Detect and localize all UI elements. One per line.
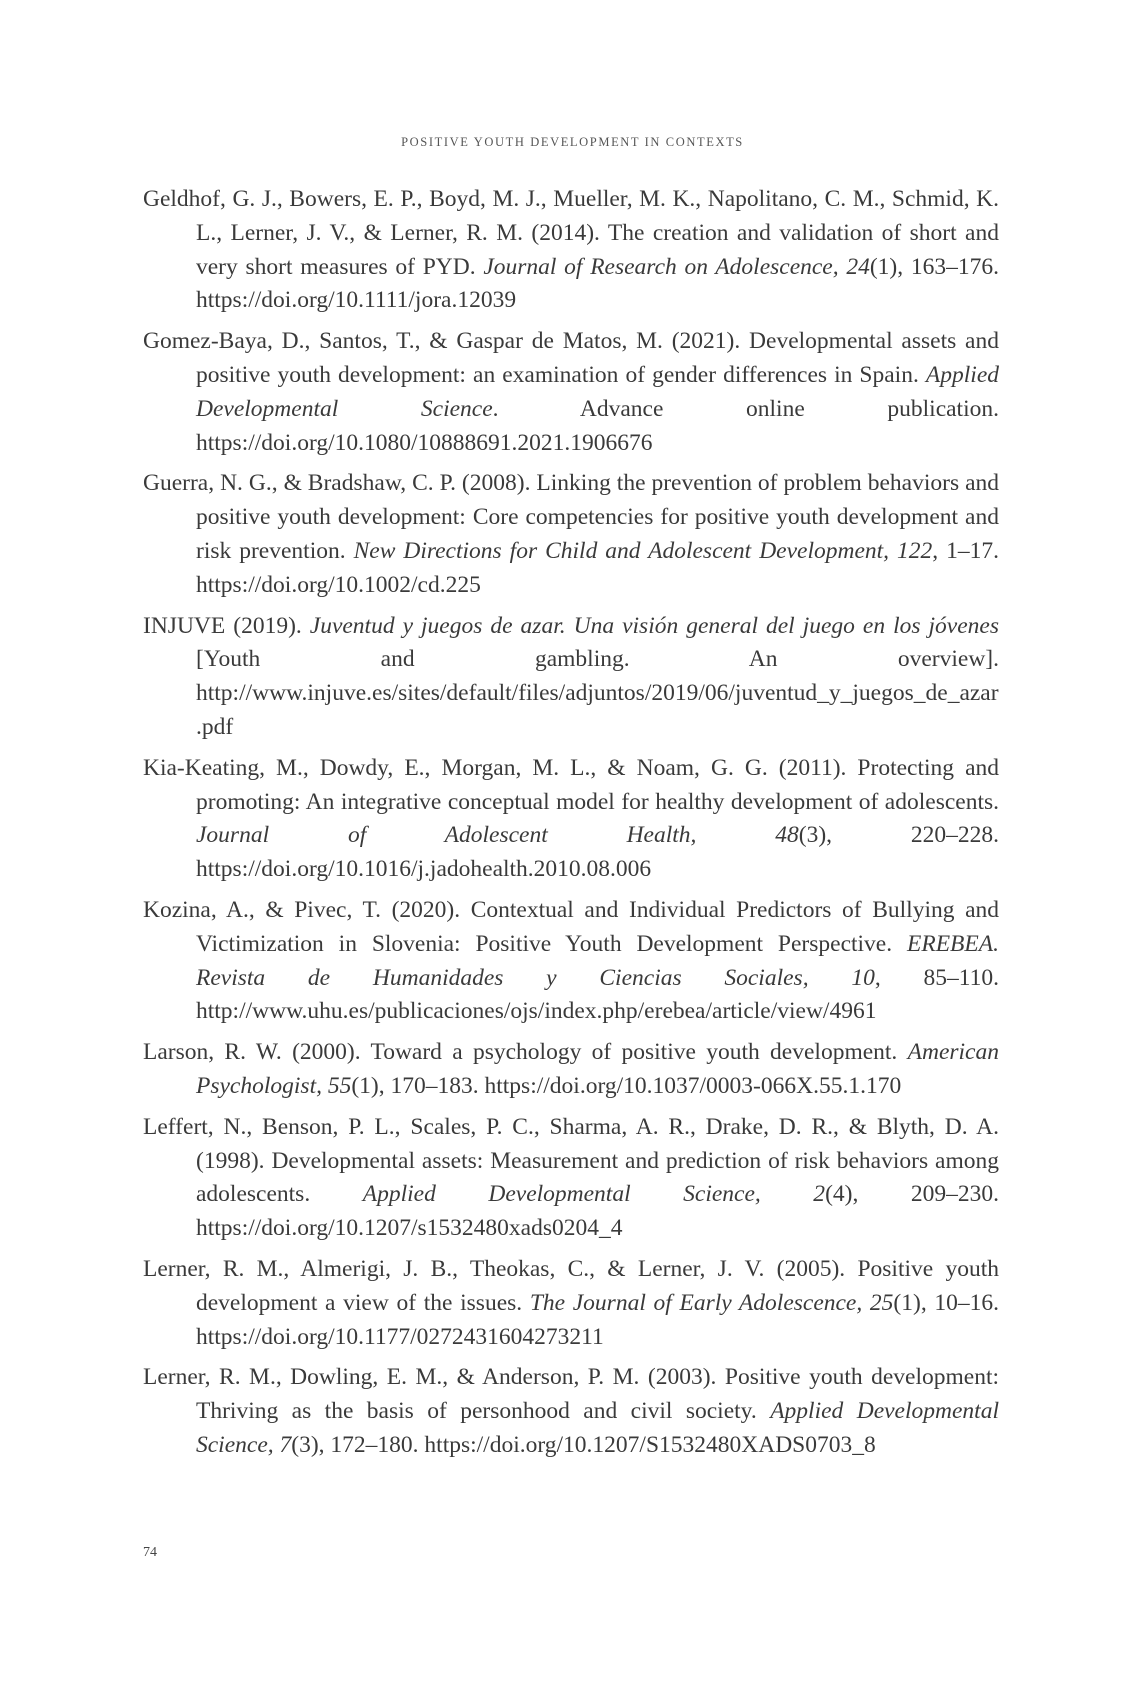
reference-source: New Directions for Child and Adolescent Development, 122 bbox=[353, 537, 933, 564]
reference-details: (1), 10–16. https://doi.org/10.1177/0272431604273211 bbox=[196, 1289, 999, 1350]
reference-entry bbox=[143, 325, 999, 460]
reference-details: (1), 170–183. https://doi.org/10.1037/0003-066X.55.1.170 bbox=[351, 1072, 902, 1099]
reference-source: EREBEA. Revista de Humanidades y Ciencias Sociales, 10 bbox=[196, 930, 999, 991]
reference-list bbox=[143, 183, 999, 1470]
reference-text: Gomez-Baya, D., Santos, T., & Gaspar de Matos, M. (2021). Developmental assets and positive youth development: an examination of gender differences in Spain. bbox=[143, 328, 999, 388]
reference-text: Lerner, R. M., Dowling, E. M., & Anderson, P. M. (2003). Positive youth development: Thriving as the basis of personhood and civil society. bbox=[143, 1364, 999, 1425]
reference-text: Geldhof, G. J., Bowers, E. P., Boyd, M. J., Mueller, M. K., Napolitano, C. M., Schmid, K. L., Lerner, J. V., & Lerner, R. M. (2014). The creation and validation of short and very short measures of PYD. bbox=[143, 186, 999, 280]
reference-entry bbox=[143, 1253, 999, 1354]
reference-text: Kozina, A., & Pivec, T. (2020). Contextual and Individual Predictors of Bullying and Victimization in Slovenia: Positive Youth Development Perspective. bbox=[143, 896, 999, 957]
reference-details: (3), 172–180. https://doi.org/10.1207/S1532480XADS0703_8 bbox=[291, 1431, 876, 1458]
running-head: POSITIVE YOUTH DEVELOPMENT IN CONTEXTS bbox=[401, 135, 744, 149]
reference-entry bbox=[143, 894, 999, 1029]
reference-source: Journal of Research on Adolescence, 24 bbox=[483, 253, 870, 280]
reference-details: (4), 209–230. https://doi.org/10.1207/s1532480xads0204_4 bbox=[196, 1181, 999, 1242]
reference-text: Leffert, N., Benson, P. L., Scales, P. C., Sharma, A. R., Drake, D. R., & Blyth, D. A. (1998). Developmental assets: Measurement and prediction of risk behaviors among adolescents. bbox=[143, 1113, 999, 1208]
reference-details: , 85–110. http://www.uhu.es/publicaciones/ojs/index.php/erebea/article/view/4961 bbox=[196, 964, 999, 1025]
reference-details: , 1–17. https://doi.org/10.1002/cd.225 bbox=[196, 537, 1000, 598]
reference-entry bbox=[143, 1361, 999, 1462]
reference-source: The Journal of Early Adolescence, 25 bbox=[529, 1289, 894, 1316]
reference-text: Lerner, R. M., Almerigi, J. B., Theokas, C., & Lerner, J. V. (2005). Positive youth development a view of the issues. bbox=[143, 1255, 999, 1316]
reference-entry bbox=[143, 467, 999, 602]
reference-source: Applied Developmental Science, 2 bbox=[362, 1181, 826, 1208]
reference-entry bbox=[143, 1036, 999, 1104]
reference-source: Journal of Adolescent Health, 48 bbox=[196, 822, 799, 849]
reference-source: Applied Developmental Science, 7 bbox=[196, 1398, 999, 1458]
reference-source: American Psychologist, 55 bbox=[196, 1039, 999, 1099]
reference-entry bbox=[143, 610, 999, 745]
reference-text: INJUVE (2019). bbox=[143, 612, 310, 639]
reference-details: (3), 220–228. https://doi.org/10.1016/j.jadohealth.2010.08.006 bbox=[196, 822, 999, 883]
reference-source: Juventud y juegos de azar. Una visión general del juego en los jóvenes bbox=[309, 612, 999, 639]
reference-details: . Advance online publication. https://doi.org/10.1080/10888691.2021.1906676 bbox=[196, 395, 999, 456]
reference-text: Kia-Keating, M., Dowdy, E., Morgan, M. L., & Noam, G. G. (2011). Protecting and promoting: An integrative conceptual model for healthy development of adolescents. bbox=[143, 754, 999, 815]
reference-text: Larson, R. W. (2000). Toward a psychology of positive youth development. bbox=[143, 1039, 908, 1066]
page-number: 74 bbox=[143, 1545, 157, 1560]
reference-details: [Youth and gambling. An overview]. http://www.injuve.es/sites/default/files/adjuntos/2019/06/juventud_y_juegos_de_azar.pdf bbox=[196, 646, 999, 740]
reference-entry bbox=[143, 1111, 999, 1246]
reference-text: Guerra, N. G., & Bradshaw, C. P. (2008). Linking the prevention of problem behaviors and positive youth development: Core competencies for positive youth development and risk prevention. bbox=[143, 470, 999, 564]
reference-source: Applied Developmental Science bbox=[196, 361, 999, 422]
reference-entry bbox=[143, 183, 999, 318]
reference-entry bbox=[143, 752, 999, 887]
reference-details: (1), 163–176. https://doi.org/10.1111/jora.12039 bbox=[196, 253, 999, 314]
